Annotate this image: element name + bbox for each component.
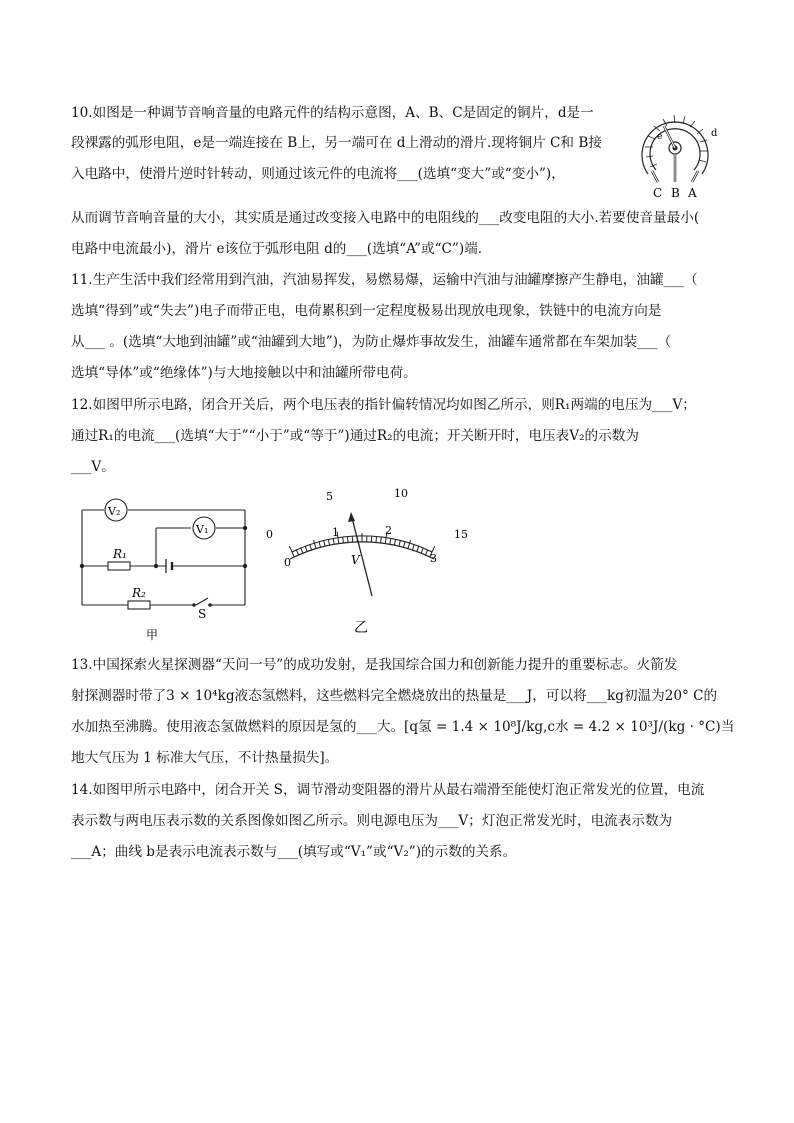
label-a: A xyxy=(688,186,697,200)
dial-tick-mark xyxy=(417,546,419,552)
label-d: d xyxy=(711,128,718,139)
q14-line-2: 表示数与两电压表示数的关系图像如图乙所示。则电源电压为___V；灯泡正常发光时，电流表示数为 xyxy=(71,813,673,829)
q10-line-5: 电路中电流最小)，滑片 e该位于弧形电阻 d的___(选填“A”或“C”)端. xyxy=(71,241,483,257)
dial-tick-mark xyxy=(394,539,395,545)
dial-tick-mark xyxy=(310,544,312,550)
dial-tick-mark xyxy=(403,542,405,548)
dial-outer-tick-15: 15 xyxy=(454,528,468,541)
dial-tick-mark xyxy=(390,539,391,545)
circuit-caption: 甲 xyxy=(146,628,159,642)
dial-inner-tick-1: 1 xyxy=(332,526,339,539)
dial-caption: 乙 xyxy=(354,620,368,636)
q10-line-3: 入电路中，使滑片逆时针转动，则通过该元件的电流将___(选填“变大”或“变小”)， xyxy=(71,166,565,182)
q12-voltmeter-dial-figure xyxy=(262,484,472,640)
q13-line-1: 13.中国探索火星探测器“天问一号”的成功发射，是我国综合国力和创新能力提升的重要标志。火箭发 xyxy=(71,657,678,673)
dial-tick-mark xyxy=(399,541,400,547)
resistor-r1-label: R₁ xyxy=(113,547,127,561)
dial-tick-mark xyxy=(421,548,423,554)
resistor-r2-label: R₂ xyxy=(132,586,146,600)
dial-tick-mark xyxy=(376,537,377,543)
dial-tick-mark xyxy=(296,550,298,556)
voltmeter-v1-label: V₁ xyxy=(196,523,209,536)
q12-line-1: 12.如图甲所示电路，闭合开关后，两个电压表的指针偏转情况均如图乙所示，则R₁两端的电压为___V； xyxy=(71,397,696,413)
dial-tick-mark xyxy=(412,544,414,550)
q10-line-4: 从而调节音响音量的大小，其实质是通过改变接入电路中的电阻线的___改变电阻的大小.若要使音量最小( xyxy=(71,210,700,226)
dial-tick-mark xyxy=(408,540,411,549)
dial-unit: V xyxy=(351,553,360,567)
dial-tick-mark xyxy=(319,542,321,548)
dial-tick-mark xyxy=(301,548,303,554)
dial-tick-mark xyxy=(343,537,344,543)
q10-potentiometer-figure xyxy=(636,104,726,204)
q14-line-3: ___A；曲线 b是表示电流表示数与___(填写或“V₁”或“V₂”)的示数的关系。 xyxy=(71,844,517,860)
dial-outer-tick-5: 5 xyxy=(326,490,333,503)
q11-line-3: 从___ 。(选填“大地到油罐”或“油罐到大地”)，为防止爆炸事故发生，油罐车通常都在车架加装___（ xyxy=(71,334,672,350)
switch-s-label: S xyxy=(198,607,207,621)
voltmeter-v2-label: V₂ xyxy=(108,505,121,518)
label-c: C xyxy=(653,186,663,200)
dial-tick-mark xyxy=(314,540,317,549)
q13-line-2: 射探测器时带了3 × 10⁴kg液态氢燃料，这些燃料完全燃烧放出的热量是___J，可以将___kg初温为20° C的 xyxy=(71,688,718,704)
dial-outer-tick-0: 0 xyxy=(266,528,273,541)
dial-tick-mark xyxy=(348,537,349,543)
q13-line-3: 水加热至沸腾。使用液态氢做燃料的原因是氢的___大。[q氢 = 1.4 × 10⁸J/kg,c水 = 4.2 × 10³J/(kg · °C)当 xyxy=(71,719,735,735)
q11-line-4: 选填“导体”或“绝缘体”)与大地接触以中和油罐所带电荷。 xyxy=(71,365,417,381)
dial-tick-mark xyxy=(425,550,427,556)
label-e: e xyxy=(657,132,663,142)
dial-inner-tick-0: 0 xyxy=(284,556,291,569)
dial-tick-mark xyxy=(324,541,325,547)
dial-tick-mark xyxy=(305,546,307,552)
dial-inner-tick-3: 3 xyxy=(430,552,437,565)
dial-tick-mark xyxy=(381,537,382,543)
q13-line-4: 地大气压为 1 标准大气压，不计热量损失]。 xyxy=(71,750,339,766)
dial-tick-mark xyxy=(328,539,329,545)
q12-line-3: ___V。 xyxy=(71,459,115,475)
q11-line-2: 选填“得到”或“失去”)电子而带正电，电荷累积到一定程度极易出现放电现象，铁链中的电流方向是 xyxy=(71,303,662,319)
dial-inner-tick-2: 2 xyxy=(385,524,392,537)
dial-outer-tick-10: 10 xyxy=(394,487,408,500)
label-b: B xyxy=(671,186,680,200)
q11-line-1: 11.生产生活中我们经常用到汽油，汽油易挥发，易燃易爆，运输中汽油与油罐摩擦产生静电，油罐___（ xyxy=(71,272,698,288)
q14-line-1: 14.如图甲所示电路中，闭合开关 S，调节滑动变阻器的滑片从最右端滑至能使灯泡正常发光的位置，电流 xyxy=(71,782,705,798)
q10-line-1: 10.如图是一种调节音响音量的电路元件的结构示意图，A、B、C是固定的铜片，d是一 xyxy=(71,105,594,121)
q10-line-2: 段裸露的弧形电阻，e是一端连接在 B上，另一端可在 d上滑动的滑片.现将铜片 C和 B接 xyxy=(71,135,602,151)
q12-line-2: 通过R₁的电流___(选填“大于”“小于”或“等于”)通过R₂的电流；开关断开时，电压表V₂的示数为 xyxy=(71,428,639,444)
dial-tick-mark xyxy=(333,539,334,545)
q12-circuit-figure xyxy=(76,494,256,646)
